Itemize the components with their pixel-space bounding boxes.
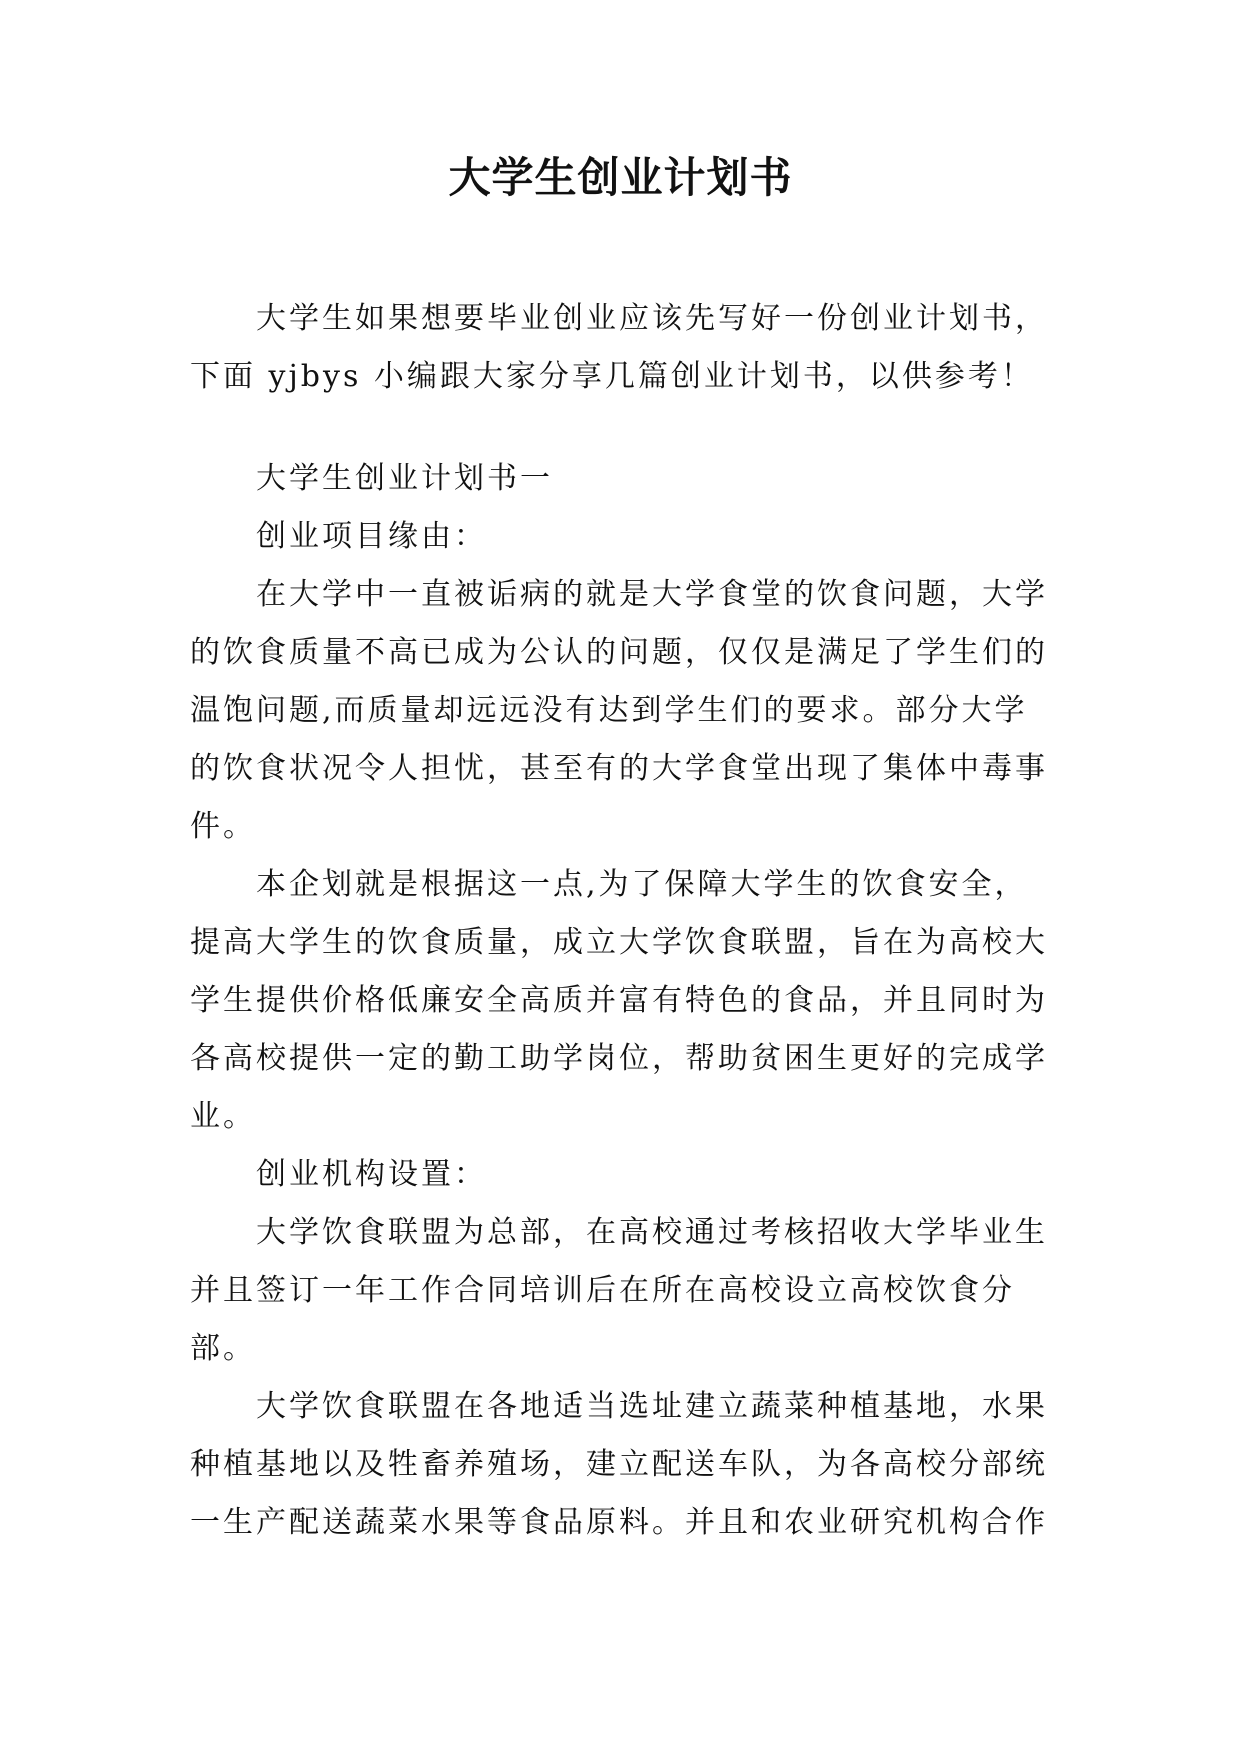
subsection-heading: 创业项目缘由：: [256, 519, 487, 554]
body-paragraph: 大学饮食联盟为总部，在高校通过考核招收大学毕业生并且签订一年工作合同培训后在所在高校设立高校饮食分部。: [190, 1215, 1048, 1366]
section-heading: 大学生创业计划书一: [256, 461, 553, 496]
document-body: [190, 290, 1050, 1552]
intro-line-2: 下面 yjbys 小编跟大家分享几篇创业计划书，以供参考！: [190, 359, 1034, 394]
document-title: 大学生创业计划书: [448, 153, 793, 202]
subsection-heading: 创业机构设置：: [256, 1157, 487, 1192]
intro-line-1: 大学生如果想要毕业创业应该先写好一份创业计划书，: [256, 301, 1048, 336]
paragraph-gap: [190, 406, 1050, 450]
body-paragraph: 本企划就是根据这一点,为了保障大学生的饮食安全，提高大学生的饮食质量，成立大学饮食联盟，旨在为高校大学生提供价格低廉安全高质并富有特色的食品，并且同时为各高校提供一定的勤工助学岗位，帮助贫困生更好的完成学业。: [190, 867, 1048, 1134]
body-paragraph: 大学饮食联盟在各地适当选址建立蔬菜种植基地，水果种植基地以及牲畜养殖场，建立配送车队，为各高校分部统一生产配送蔬菜水果等食品原料。并且和农业研究机构合作: [190, 1389, 1048, 1540]
intro-paragraph: [190, 290, 1050, 406]
body-paragraph: 在大学中一直被诟病的就是大学食堂的饮食问题，大学的饮食质量不高已成为公认的问题，仅仅是满足了学生们的温饱问题,而质量却远远没有达到学生们的要求。部分大学的饮食状况令人担忧，甚至有的大学食堂出现了集体中毒事件。: [190, 577, 1048, 844]
